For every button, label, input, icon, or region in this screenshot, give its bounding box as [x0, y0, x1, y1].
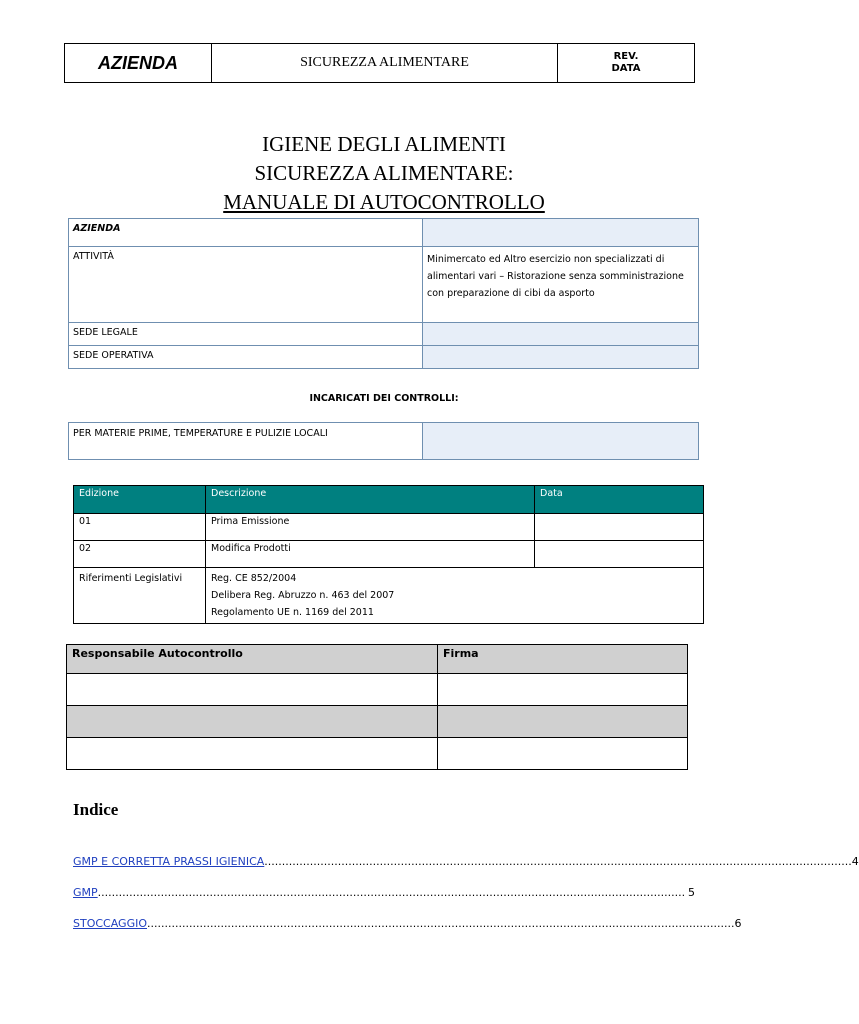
incaricati-title: INCARICATI DEI CONTROLLI:	[309, 393, 459, 404]
firma-cell[interactable]	[438, 706, 688, 738]
sede-legale-label: SEDE LEGALE	[69, 323, 423, 346]
toc-page-number: 4	[851, 855, 859, 868]
toc-leader: ........................................................................................................................................................................	[147, 917, 735, 930]
title-line-2: SICUREZZA ALIMENTARE:	[254, 161, 514, 185]
incaricati-value[interactable]	[423, 423, 699, 460]
table-row	[74, 541, 704, 568]
edition-description: Prima Emissione	[206, 514, 535, 541]
header-data-label: DATA	[611, 63, 641, 74]
azienda-value[interactable]	[423, 219, 699, 247]
title-line-1: IGIENE DEGLI ALIMENTI	[262, 132, 506, 156]
toc-entry	[73, 855, 859, 868]
edition-number: 02	[74, 541, 206, 568]
toc-leader: ........................................................................................................................................................................	[97, 886, 686, 899]
document-title	[0, 130, 768, 217]
incaricati-row	[69, 423, 699, 460]
edition-description: Modifica Prodotti	[206, 541, 535, 568]
table-row	[67, 738, 688, 770]
responsabile-header-row	[67, 645, 688, 674]
responsabile-name-cell[interactable]	[67, 674, 438, 706]
attivita-value[interactable]: Minimercato ed Altro esercizio non specializzati di alimentari vari – Ristorazione senza somministrazione con preparazione di cibi da asporto	[423, 247, 699, 323]
attivita-label: ATTIVITÀ	[69, 247, 423, 323]
firma-cell[interactable]	[438, 674, 688, 706]
toc-link[interactable]: STOCCAGGIO	[73, 917, 148, 930]
reference-item: Reg. CE 852/2004	[211, 573, 297, 584]
responsabile-table	[66, 644, 688, 770]
sede-legale-value[interactable]	[423, 323, 699, 346]
info-row-azienda	[69, 219, 699, 247]
responsabile-name-cell[interactable]	[67, 738, 438, 770]
toc-page-number: 5	[688, 886, 695, 899]
document-header	[64, 43, 695, 83]
editions-header-row	[74, 486, 704, 514]
edition-number: 01	[74, 514, 206, 541]
references-row	[74, 568, 704, 624]
firma-header: Firma	[438, 645, 688, 674]
references-label: Riferimenti Legislativi	[74, 568, 206, 624]
title-line-3: MANUALE DI AUTOCONTROLLO	[223, 190, 545, 214]
reference-item: Regolamento UE n. 1169 del 2011	[211, 607, 374, 618]
header-subject: SICUREZZA ALIMENTARE	[212, 44, 558, 82]
company-info-table	[68, 218, 699, 369]
toc-leader: ........................................................................................................................................................................	[264, 855, 852, 868]
reference-item: Delibera Reg. Abruzzo n. 463 del 2007	[211, 590, 395, 601]
info-row-attivita	[69, 247, 699, 323]
header-company: AZIENDA	[65, 44, 212, 82]
info-row-sede-legale	[69, 323, 699, 346]
sede-operativa-label: SEDE OPERATIVA	[69, 346, 423, 369]
toc-link[interactable]: GMP	[73, 886, 98, 899]
table-row	[74, 514, 704, 541]
responsabile-header: Responsabile Autocontrollo	[67, 645, 438, 674]
toc-entry	[73, 886, 695, 899]
editions-table	[73, 485, 704, 624]
incaricati-table	[68, 422, 699, 460]
responsabile-name-cell[interactable]	[67, 706, 438, 738]
toc-page-number: 6	[734, 917, 742, 930]
incaricati-label: PER MATERIE PRIME, TEMPERATURE E PULIZIE LOCALI	[69, 423, 423, 460]
sede-operativa-value[interactable]	[423, 346, 699, 369]
editions-header-descrizione: Descrizione	[206, 486, 535, 514]
table-row	[67, 706, 688, 738]
edition-date	[535, 514, 704, 541]
info-row-sede-operativa	[69, 346, 699, 369]
header-rev-label: REV.	[613, 51, 639, 62]
index-title: Indice	[73, 800, 119, 819]
azienda-label: AZIENDA	[69, 219, 423, 247]
table-row	[67, 674, 688, 706]
editions-header-edizione: Edizione	[74, 486, 206, 514]
header-revision	[558, 44, 694, 82]
edition-date	[535, 541, 704, 568]
editions-header-data: Data	[535, 486, 704, 514]
firma-cell[interactable]	[438, 738, 688, 770]
toc-entry	[73, 917, 742, 930]
toc-link[interactable]: GMP E CORRETTA PRASSI IGIENICA	[73, 855, 265, 868]
references-list	[206, 568, 704, 624]
